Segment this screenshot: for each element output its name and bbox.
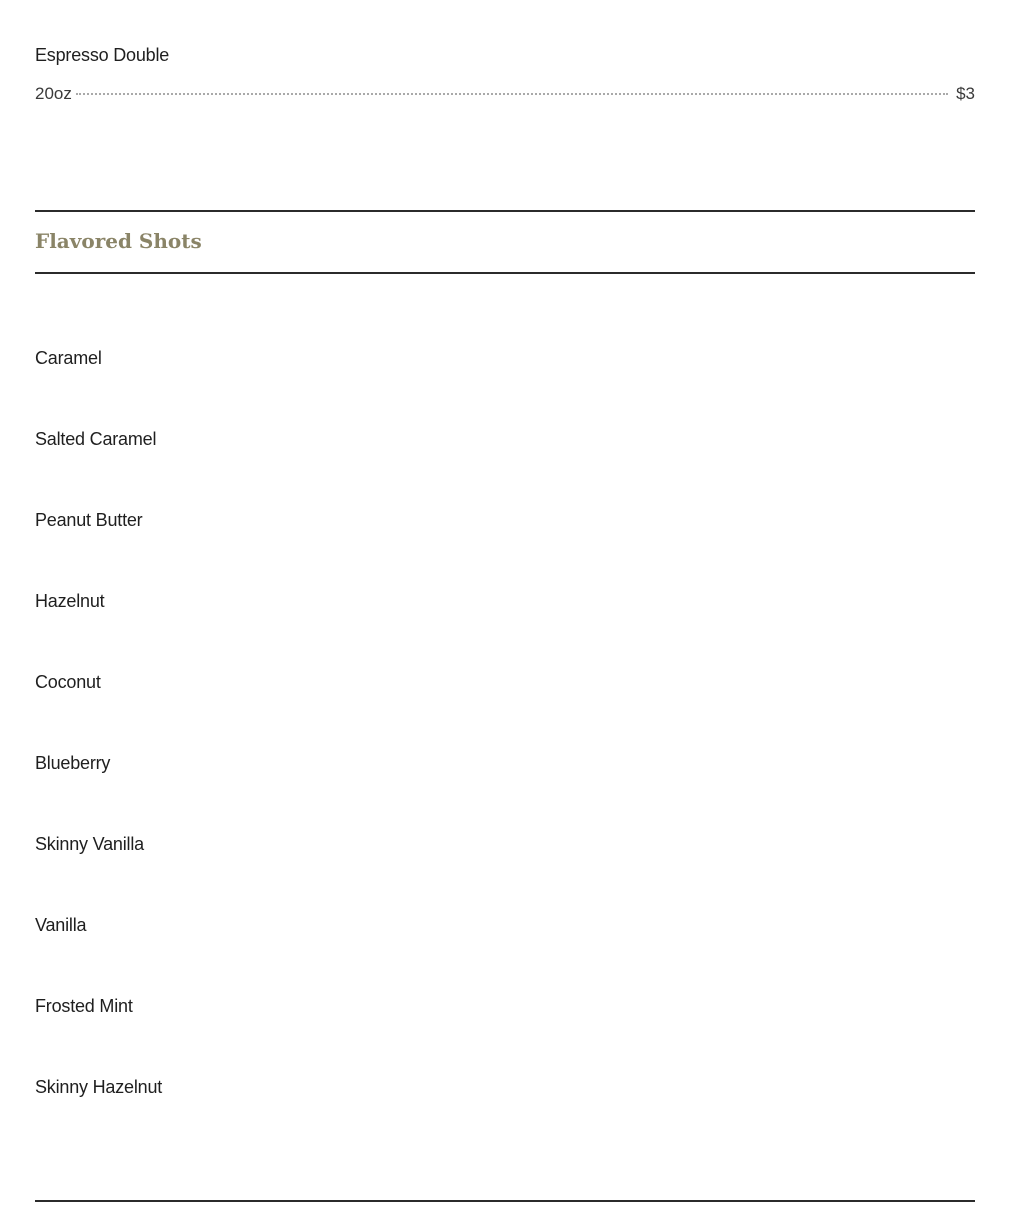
section-heading: Flavored Shots: [35, 229, 202, 253]
list-item: Skinny Hazelnut: [35, 1077, 163, 1097]
menu-item-price: $3: [956, 84, 975, 103]
list-item: Salted Caramel: [35, 429, 157, 449]
flavored-shots-list: [35, 346, 162, 1156]
menu-item-name: Espresso Double: [35, 45, 170, 65]
section-divider-top: [35, 210, 975, 212]
list-item: Peanut Butter: [35, 510, 143, 530]
section-divider-bottom: [35, 272, 975, 274]
menu-item-price-row: [35, 84, 975, 104]
list-item: Coconut: [35, 672, 101, 692]
list-item: Caramel: [35, 348, 102, 368]
dotted-leader: [76, 93, 948, 95]
menu-item-size: 20oz: [35, 84, 72, 103]
list-item: Vanilla: [35, 915, 87, 935]
list-item: Frosted Mint: [35, 996, 133, 1016]
list-item: Hazelnut: [35, 591, 105, 611]
list-item: Skinny Vanilla: [35, 834, 144, 854]
list-item: Blueberry: [35, 753, 111, 773]
section-divider-end: [35, 1200, 975, 1202]
